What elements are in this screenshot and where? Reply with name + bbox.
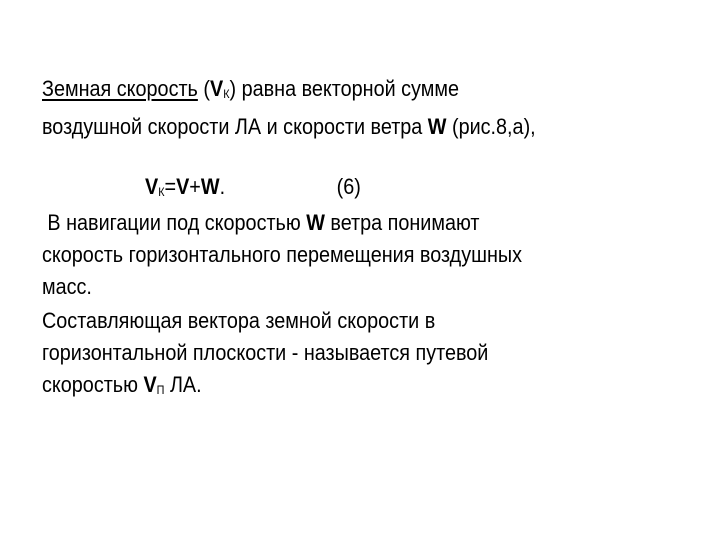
line-4-rest: ветра понимают [324, 210, 480, 235]
eq-v-symbol: V [176, 174, 190, 199]
line-6-text: масс. [42, 274, 92, 299]
vp-symbol: V [143, 372, 157, 397]
eq-w-symbol: W [200, 174, 220, 199]
vk-symbol: V [209, 76, 224, 101]
ground-speed-term: Земная скорость [42, 76, 198, 101]
line-7-text: Составляющая вектора земной скорости в [42, 308, 436, 333]
line-4-start: В навигации под скоростью [47, 210, 307, 235]
line-9-start: скоростью [42, 372, 144, 397]
vk-subscript: К [223, 87, 230, 101]
line-5 [42, 240, 522, 270]
equation-number: (6) [336, 174, 361, 199]
line-9 [42, 370, 202, 400]
w-symbol: W [427, 114, 447, 139]
line-9-end: ЛА. [164, 372, 202, 397]
line-1 [42, 74, 459, 104]
vp-subscript: П [156, 383, 165, 397]
eq-plus: + [189, 174, 201, 199]
line-8 [42, 338, 488, 368]
line-6 [42, 272, 92, 302]
eq-vk-symbol: V [145, 174, 159, 199]
line-7 [42, 306, 435, 336]
line-2 [42, 112, 536, 142]
figure-reference: (рис.8,а), [446, 114, 536, 139]
wind-w-symbol: W [306, 210, 325, 235]
paren-close: ) [229, 76, 237, 101]
paren-open: ( [197, 76, 210, 101]
eq-dot: . [219, 174, 226, 199]
line-5-text: скорость горизонтального перемещения воздушных [42, 242, 523, 267]
eq-vk-subscript: К [158, 185, 165, 199]
line-4 [42, 208, 479, 238]
eq-equals: = [164, 174, 177, 199]
line-2-text: воздушной скорости ЛА и скорости ветра [42, 114, 428, 139]
line-8-text: горизонтальной плоскости - называется путевой [42, 340, 489, 365]
line-1-rest: равна векторной сумме [236, 76, 459, 101]
equation-6 [145, 172, 361, 202]
